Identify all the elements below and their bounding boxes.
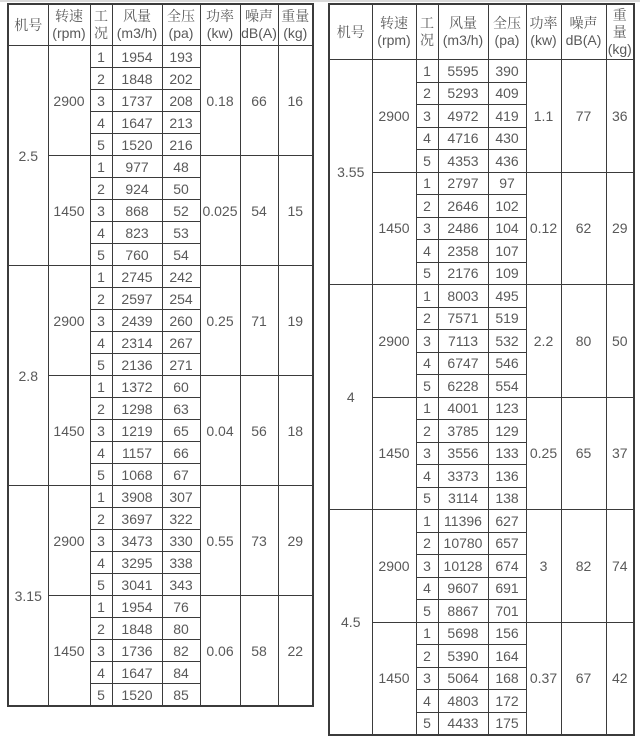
airflow-cell: 1848: [112, 68, 162, 90]
airflow-cell: 1647: [112, 662, 162, 684]
top-crop-line: [0, 0, 640, 2]
power-cell: 0.25: [526, 397, 561, 510]
weight-cell: 42: [606, 622, 634, 735]
col-header-label: 噪声: [569, 15, 598, 31]
condition-cell: 3: [416, 330, 438, 353]
condition-cell: 1: [416, 60, 438, 83]
condition-cell: 3: [416, 105, 438, 128]
col-header-rpm: [48, 4, 90, 46]
condition-cell: 1: [416, 397, 438, 420]
pressure-cell: 85: [162, 684, 200, 707]
condition-cell: 4: [90, 332, 112, 354]
weight-cell: 22: [278, 596, 313, 707]
noise-cell: 71: [240, 266, 278, 376]
pressure-cell: 102: [488, 195, 526, 218]
col-header-label: 噪声: [245, 8, 273, 24]
airflow-cell: 3785: [438, 420, 488, 443]
condition-cell: 3: [416, 442, 438, 465]
airflow-cell: 10128: [438, 555, 488, 578]
condition-cell: 3: [90, 530, 112, 552]
condition-cell: 3: [90, 640, 112, 662]
weight-cell: 18: [278, 376, 313, 486]
rpm-cell: 2900: [372, 60, 416, 173]
airflow-cell: 3697: [112, 508, 162, 530]
col-header-unit: dB(A): [241, 25, 277, 41]
weight-cell: 50: [606, 285, 634, 398]
airflow-cell: 3041: [112, 574, 162, 596]
pressure-cell: 254: [162, 288, 200, 310]
pressure-cell: 701: [488, 600, 526, 623]
col-header-label: 功率: [206, 8, 234, 24]
condition-cell: 2: [416, 195, 438, 218]
pressure-cell: 343: [162, 574, 200, 596]
col-header-label: 工况: [420, 15, 434, 48]
col-header-pressure: [488, 4, 526, 60]
pressure-cell: 123: [488, 397, 526, 420]
pressure-cell: 267: [162, 332, 200, 354]
spec-row: [329, 397, 634, 420]
airflow-cell: 2136: [112, 354, 162, 376]
pressure-cell: 532: [488, 330, 526, 353]
power-cell: 0.37: [526, 622, 561, 735]
condition-cell: 5: [416, 712, 438, 735]
airflow-cell: 4433: [438, 712, 488, 735]
rpm-cell: 1450: [48, 596, 90, 707]
condition-cell: 2: [90, 68, 112, 90]
col-header-weight: [606, 4, 634, 60]
airflow-cell: 6228: [438, 375, 488, 398]
col-header-pressure: [162, 4, 200, 46]
condition-cell: 3: [416, 667, 438, 690]
machine-size-cell: 4.5: [329, 510, 372, 736]
condition-cell: 2: [90, 398, 112, 420]
fan-spec-table-right: [328, 3, 635, 736]
airflow-cell: 5064: [438, 667, 488, 690]
airflow-cell: 1068: [112, 464, 162, 486]
machine-size-cell: 2.8: [8, 266, 48, 486]
pressure-cell: 260: [162, 310, 200, 332]
spec-row: [329, 172, 634, 195]
airflow-cell: 2597: [112, 288, 162, 310]
airflow-cell: 1520: [112, 684, 162, 707]
col-header-label: 转速: [380, 15, 408, 31]
condition-cell: 1: [416, 285, 438, 308]
weight-cell: 15: [278, 156, 313, 266]
airflow-cell: 5595: [438, 60, 488, 83]
airflow-cell: 2646: [438, 195, 488, 218]
col-header-label: 机号: [336, 23, 365, 40]
col-header-label: 重量: [612, 6, 627, 40]
airflow-cell: 2439: [112, 310, 162, 332]
rpm-cell: 2900: [48, 46, 90, 156]
rpm-cell: 1450: [48, 156, 90, 266]
airflow-cell: 1647: [112, 112, 162, 134]
pressure-cell: 271: [162, 354, 200, 376]
pressure-cell: 138: [488, 487, 526, 510]
pressure-cell: 338: [162, 552, 200, 574]
spec-row: [8, 486, 313, 508]
condition-cell: 4: [90, 442, 112, 464]
airflow-cell: 823: [112, 222, 162, 244]
condition-cell: 3: [90, 310, 112, 332]
power-cell: 0.025: [200, 156, 240, 266]
noise-cell: 54: [240, 156, 278, 266]
pressure-cell: 63: [162, 398, 200, 420]
rpm-cell: 1450: [48, 376, 90, 486]
col-header-unit: (pa): [168, 25, 194, 41]
airflow-cell: 8003: [438, 285, 488, 308]
header-row: [329, 4, 634, 60]
col-header-label: 工况: [94, 8, 108, 41]
col-header-unit: (rpm): [52, 25, 86, 41]
pressure-cell: 164: [488, 645, 526, 668]
condition-cell: 2: [90, 288, 112, 310]
airflow-cell: 3556: [438, 442, 488, 465]
airflow-cell: 924: [112, 178, 162, 200]
col-header-noise: [240, 4, 278, 46]
condition-cell: 4: [90, 552, 112, 574]
rpm-cell: 2900: [48, 266, 90, 376]
noise-cell: 56: [240, 376, 278, 486]
airflow-cell: 10780: [438, 532, 488, 555]
pressure-cell: 175: [488, 712, 526, 735]
condition-cell: 4: [416, 127, 438, 150]
condition-cell: 4: [416, 465, 438, 488]
spec-row: [329, 622, 634, 645]
col-header-label: 重量: [281, 8, 310, 24]
fan-spec-table-left: [7, 3, 314, 707]
power-cell: 1.1: [526, 60, 561, 173]
airflow-cell: 1219: [112, 420, 162, 442]
pressure-cell: 104: [488, 217, 526, 240]
col-header-condition: [90, 4, 112, 46]
condition-cell: 2: [90, 618, 112, 640]
airflow-cell: 4001: [438, 397, 488, 420]
col-header-unit: (m3/h): [442, 32, 484, 48]
noise-cell: 62: [561, 172, 606, 285]
col-header-airflow: [438, 4, 488, 60]
airflow-cell: 3295: [112, 552, 162, 574]
noise-cell: 67: [561, 622, 606, 735]
col-header-unit: (rpm): [377, 32, 411, 48]
pressure-cell: 172: [488, 690, 526, 713]
airflow-cell: 1157: [112, 442, 162, 464]
pressure-cell: 202: [162, 68, 200, 90]
rpm-cell: 1450: [372, 397, 416, 510]
col-header-label: 机号: [14, 16, 43, 33]
condition-cell: 1: [90, 156, 112, 178]
spec-row: [8, 376, 313, 398]
airflow-cell: 1954: [112, 596, 162, 618]
condition-cell: 5: [90, 684, 112, 707]
pressure-cell: 109: [488, 262, 526, 285]
pressure-cell: 65: [162, 420, 200, 442]
airflow-cell: 5293: [438, 82, 488, 105]
condition-cell: 2: [416, 420, 438, 443]
airflow-cell: 4803: [438, 690, 488, 713]
col-header-label: 风量: [449, 15, 477, 31]
condition-cell: 5: [416, 600, 438, 623]
noise-cell: 80: [561, 285, 606, 398]
condition-cell: 2: [416, 82, 438, 105]
airflow-cell: 1954: [112, 46, 162, 68]
power-cell: 0.12: [526, 172, 561, 285]
col-header-label: 全压: [167, 8, 195, 24]
pressure-cell: 627: [488, 510, 526, 533]
condition-cell: 3: [90, 90, 112, 112]
pressure-cell: 409: [488, 82, 526, 105]
power-cell: 0.25: [200, 266, 240, 376]
noise-cell: 82: [561, 510, 606, 623]
weight-cell: 16: [278, 46, 313, 156]
condition-cell: 5: [90, 134, 112, 156]
rpm-cell: 1450: [372, 622, 416, 735]
pressure-cell: 168: [488, 667, 526, 690]
power-cell: 2.2: [526, 285, 561, 398]
spec-row: [329, 510, 634, 533]
condition-cell: 2: [416, 645, 438, 668]
weight-cell: 29: [278, 486, 313, 596]
col-header-label: 全压: [493, 15, 521, 31]
col-header-power: [526, 4, 561, 60]
spec-row: [8, 266, 313, 288]
condition-cell: 2: [416, 532, 438, 555]
condition-cell: 1: [90, 266, 112, 288]
condition-cell: 4: [90, 662, 112, 684]
power-cell: 0.04: [200, 376, 240, 486]
pressure-cell: 107: [488, 240, 526, 263]
condition-cell: 3: [90, 200, 112, 222]
col-header-rpm: [372, 4, 416, 60]
pressure-cell: 216: [162, 134, 200, 156]
pressure-cell: 84: [162, 662, 200, 684]
condition-cell: 5: [416, 150, 438, 173]
pressure-cell: 519: [488, 307, 526, 330]
condition-cell: 1: [416, 510, 438, 533]
condition-cell: 1: [90, 46, 112, 68]
airflow-cell: 7571: [438, 307, 488, 330]
pressure-cell: 674: [488, 555, 526, 578]
pressure-cell: 691: [488, 577, 526, 600]
noise-cell: 58: [240, 596, 278, 707]
power-cell: 3: [526, 510, 561, 623]
header-row: [8, 4, 313, 46]
pressure-cell: 60: [162, 376, 200, 398]
col-header-unit: (kw): [206, 25, 234, 41]
pressure-cell: 546: [488, 352, 526, 375]
power-cell: 0.18: [200, 46, 240, 156]
condition-cell: 4: [416, 240, 438, 263]
condition-cell: 2: [90, 178, 112, 200]
pressure-cell: 48: [162, 156, 200, 178]
airflow-cell: 2486: [438, 217, 488, 240]
spec-row: [8, 596, 313, 618]
airflow-cell: 3473: [112, 530, 162, 552]
rpm-cell: 2900: [372, 510, 416, 623]
condition-cell: 2: [416, 307, 438, 330]
pressure-cell: 80: [162, 618, 200, 640]
weight-cell: 19: [278, 266, 313, 376]
airflow-cell: 2358: [438, 240, 488, 263]
pressure-cell: 390: [488, 60, 526, 83]
pressure-cell: 97: [488, 172, 526, 195]
airflow-cell: 2314: [112, 332, 162, 354]
airflow-cell: 5390: [438, 645, 488, 668]
airflow-cell: 1520: [112, 134, 162, 156]
condition-cell: 5: [90, 354, 112, 376]
condition-cell: 5: [90, 574, 112, 596]
col-header-power: [200, 4, 240, 46]
condition-cell: 1: [416, 172, 438, 195]
pressure-cell: 208: [162, 90, 200, 112]
condition-cell: 5: [416, 375, 438, 398]
airflow-cell: 1372: [112, 376, 162, 398]
col-header-unit: (kg): [283, 25, 308, 41]
airflow-cell: 4716: [438, 127, 488, 150]
col-header-unit: (kw): [530, 32, 557, 48]
col-header-weight: [278, 4, 313, 46]
airflow-cell: 977: [112, 156, 162, 178]
airflow-cell: 1848: [112, 618, 162, 640]
pressure-cell: 156: [488, 622, 526, 645]
power-cell: 0.06: [200, 596, 240, 707]
power-cell: 0.55: [200, 486, 240, 596]
airflow-cell: 2745: [112, 266, 162, 288]
condition-cell: 5: [416, 262, 438, 285]
noise-cell: 65: [561, 397, 606, 510]
weight-cell: 29: [606, 172, 634, 285]
noise-cell: 77: [561, 60, 606, 173]
airflow-cell: 3373: [438, 465, 488, 488]
weight-cell: 74: [606, 510, 634, 623]
condition-cell: 5: [90, 464, 112, 486]
pressure-cell: 554: [488, 375, 526, 398]
airflow-cell: 8867: [438, 600, 488, 623]
col-header-label: 风量: [123, 8, 151, 24]
pressure-cell: 193: [162, 46, 200, 68]
condition-cell: 4: [90, 112, 112, 134]
pressure-cell: 430: [488, 127, 526, 150]
airflow-cell: 1736: [112, 640, 162, 662]
airflow-cell: 11396: [438, 510, 488, 533]
spec-row: [8, 46, 313, 68]
airflow-cell: 3908: [112, 486, 162, 508]
pressure-cell: 66: [162, 442, 200, 464]
rpm-cell: 2900: [372, 285, 416, 398]
pressure-cell: 76: [162, 596, 200, 618]
airflow-cell: 760: [112, 244, 162, 266]
pressure-cell: 436: [488, 150, 526, 173]
condition-cell: 1: [416, 622, 438, 645]
condition-cell: 5: [90, 244, 112, 266]
machine-size-cell: 4: [329, 285, 372, 510]
airflow-cell: 2797: [438, 172, 488, 195]
pressure-cell: 307: [162, 486, 200, 508]
airflow-cell: 3114: [438, 487, 488, 510]
spec-row: [329, 60, 634, 83]
pressure-cell: 213: [162, 112, 200, 134]
pressure-cell: 495: [488, 285, 526, 308]
pressure-cell: 54: [162, 244, 200, 266]
machine-size-cell: 3.55: [329, 60, 372, 285]
col-header-unit: dB(A): [565, 32, 602, 48]
condition-cell: 4: [90, 222, 112, 244]
pressure-cell: 242: [162, 266, 200, 288]
spec-row: [329, 285, 634, 308]
col-header-airflow: [112, 4, 162, 46]
noise-cell: 73: [240, 486, 278, 596]
condition-cell: 4: [416, 577, 438, 600]
airflow-cell: 4972: [438, 105, 488, 128]
col-header-label: 转速: [55, 8, 83, 24]
pressure-cell: 133: [488, 442, 526, 465]
airflow-cell: 6747: [438, 352, 488, 375]
weight-cell: 36: [606, 60, 634, 173]
col-header-condition: [416, 4, 438, 60]
col-header-machine-no: [8, 4, 48, 46]
airflow-cell: 2176: [438, 262, 488, 285]
pressure-cell: 53: [162, 222, 200, 244]
col-header-noise: [561, 4, 606, 60]
col-header-unit: (kg): [607, 40, 632, 57]
pressure-cell: 52: [162, 200, 200, 222]
pressure-cell: 67: [162, 464, 200, 486]
condition-cell: 3: [416, 217, 438, 240]
condition-cell: 1: [90, 486, 112, 508]
airflow-cell: 1298: [112, 398, 162, 420]
condition-cell: 4: [416, 352, 438, 375]
airflow-cell: 7113: [438, 330, 488, 353]
rpm-cell: 2900: [48, 486, 90, 596]
pressure-cell: 419: [488, 105, 526, 128]
col-header-unit: (m3/h): [116, 25, 158, 41]
airflow-cell: 868: [112, 200, 162, 222]
col-header-label: 功率: [529, 15, 558, 31]
pressure-cell: 657: [488, 532, 526, 555]
noise-cell: 66: [240, 46, 278, 156]
rpm-cell: 1450: [372, 172, 416, 285]
weight-cell: 37: [606, 397, 634, 510]
pressure-cell: 136: [488, 465, 526, 488]
col-header-machine-no: [329, 4, 372, 60]
condition-cell: 3: [90, 420, 112, 442]
airflow-cell: 9607: [438, 577, 488, 600]
airflow-cell: 4353: [438, 150, 488, 173]
pressure-cell: 50: [162, 178, 200, 200]
condition-cell: 3: [416, 555, 438, 578]
pressure-cell: 82: [162, 640, 200, 662]
pressure-cell: 330: [162, 530, 200, 552]
airflow-cell: 5698: [438, 622, 488, 645]
condition-cell: 1: [90, 376, 112, 398]
condition-cell: 4: [416, 690, 438, 713]
pressure-cell: 129: [488, 420, 526, 443]
pressure-cell: 322: [162, 508, 200, 530]
spec-row: [8, 156, 313, 178]
condition-cell: 5: [416, 487, 438, 510]
condition-cell: 2: [90, 508, 112, 530]
col-header-unit: (pa): [494, 32, 520, 48]
machine-size-cell: 2.5: [8, 46, 48, 266]
airflow-cell: 1737: [112, 90, 162, 112]
condition-cell: 1: [90, 596, 112, 618]
machine-size-cell: 3.15: [8, 486, 48, 707]
